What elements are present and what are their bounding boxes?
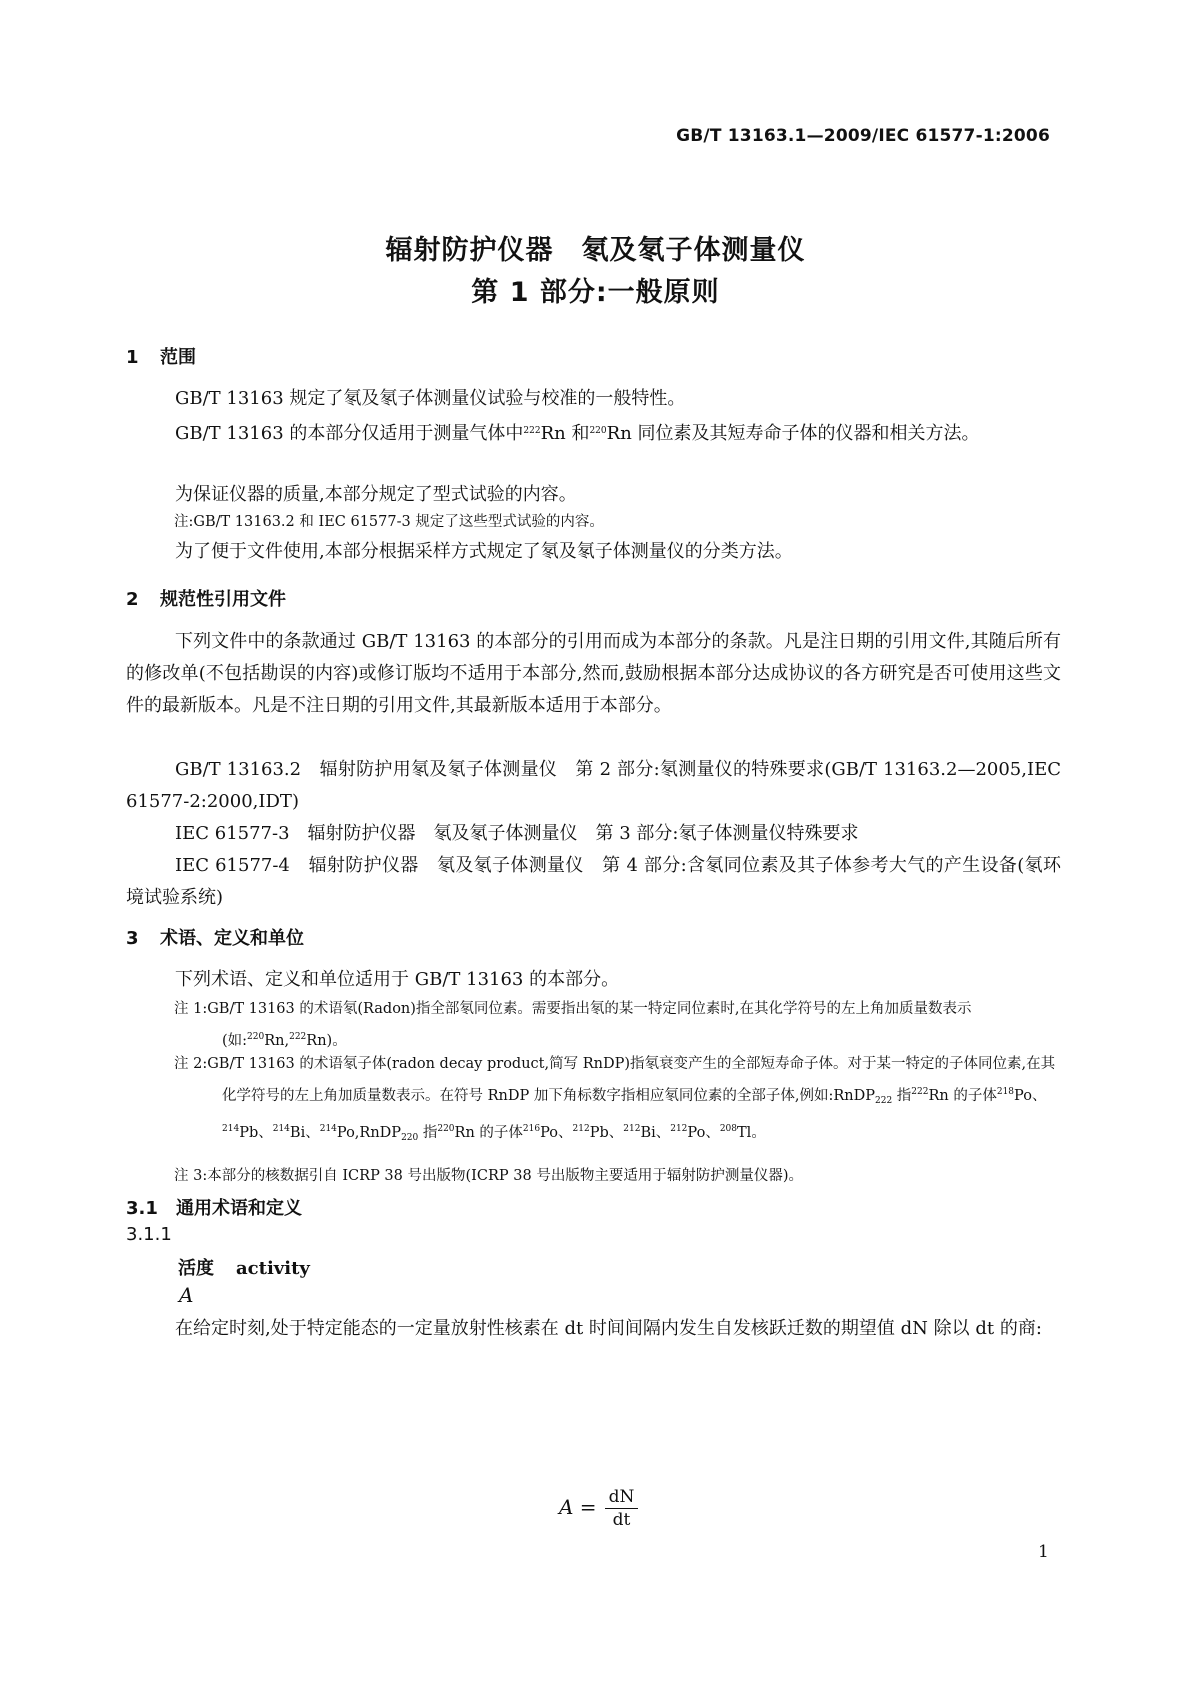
superscript: 222	[289, 1032, 307, 1042]
section-title: 范围	[160, 347, 196, 368]
superscript: 216	[522, 1124, 541, 1134]
section-title: 术语、定义和单位	[160, 928, 304, 949]
subsection-number: 3.1	[126, 1198, 158, 1219]
text-span: Rn,	[264, 1033, 290, 1049]
term-entry	[178, 1254, 310, 1280]
superscript: 212	[572, 1124, 590, 1134]
activity-formula	[559, 1486, 638, 1531]
section-1-paragraph-1: GB/T 13163 规定了氡及氡子体测量仪试验与校准的一般特性。	[175, 388, 686, 409]
superscript: 214	[272, 1124, 290, 1134]
term-definition: 在给定时刻,处于特定能态的一定量放射性核素在 dt 时间间隔内发生自发核跃迁数的期望值 dN 除以 dt 的商:	[175, 1318, 1042, 1339]
reference-1: GB/T 13163.2 辐射防护用氡及氡子体测量仪 第 2 部分:氡测量仪的特殊要求(GB/T 13163.2—2005,IEC 61577-2:2000,IDT)	[126, 759, 1061, 812]
superscript: 212	[623, 1124, 641, 1134]
text-span: Pb、	[589, 1125, 624, 1141]
text-span: Rn)。	[306, 1033, 347, 1049]
section-1-paragraph-4: 为了便于文件使用,本部分根据采样方式规定了氡及氡子体测量仪的分类方法。	[175, 541, 793, 562]
text-span: Bi、	[640, 1125, 671, 1141]
subsection-3-1-1-number: 3.1.1	[126, 1224, 172, 1245]
section-number: 3	[126, 928, 139, 949]
section-1-paragraph-2	[126, 415, 1061, 450]
superscript: 218	[996, 1087, 1015, 1097]
section-1-note: 注:GB/T 13163.2 和 IEC 61577-3 规定了这些型式试验的内容。	[174, 514, 604, 530]
section-2-heading	[126, 585, 286, 611]
section-3-note-3: 注 3:本部分的核数据引自 ICRP 38 号出版物(ICRP 38 号出版物主要适用于辐射防护测量仪器)。	[174, 1168, 803, 1184]
text-span: Rn 的子体	[928, 1088, 997, 1104]
term-symbol: A	[179, 1283, 194, 1307]
formula-denominator: dt	[612, 1510, 631, 1530]
superscript: 212	[670, 1124, 688, 1134]
text-span: Pb、	[239, 1125, 273, 1141]
section-title: 规范性引用文件	[160, 589, 286, 610]
text-span: GB/T 13163 的本部分仅适用于测量气体中	[175, 423, 524, 444]
section-1-heading	[126, 343, 196, 369]
superscript: 222	[911, 1087, 929, 1097]
text-span: 注 2:GB/T 13163 的术语氡子体(radon decay product,简写 RnDP)指氡衰变产生的全部短寿命子体。对于某一特定的子体同位素,在其化学符号的左上角加质量数表示。在符号 RnDP 加下角标数字指相应氡同位素的全部子体,例如:RnDP	[174, 1056, 1056, 1104]
subscript: 220	[401, 1133, 419, 1143]
superscript: 220	[247, 1032, 265, 1042]
text-span: Po、	[1014, 1088, 1047, 1104]
section-3-note-1	[174, 995, 1061, 1055]
text-span: Tl。	[737, 1125, 766, 1141]
reference-3: IEC 61577-4 辐射防护仪器 氡及氡子体测量仪 第 4 部分:含氡同位素及其子体参考大气的产生设备(氡环境试验系统)	[126, 855, 1061, 908]
section-1-paragraph-3: 为保证仪器的质量,本部分规定了型式试验的内容。	[175, 484, 577, 505]
text-span: Rn 同位素及其短寿命子体的仪器和相关方法。	[606, 423, 980, 444]
text-span: 注 1:GB/T 13163 的术语氡(Radon)指全部氡同位素。需要指出氡的某一特定同位素时,在其化学符号的左上角加质量数表示(如:	[174, 1001, 972, 1049]
section-number: 2	[126, 589, 139, 610]
text-span: Rn 和	[540, 423, 590, 444]
text-span: Rn 的子体	[454, 1125, 523, 1141]
formula-lhs: A =	[559, 1495, 597, 1519]
title-line-1: 辐射防护仪器 氡及氡子体测量仪	[385, 235, 806, 266]
standard-code: GB/T 13163.1—2009/IEC 61577-1:2006	[676, 126, 1050, 146]
superscript: 222	[523, 426, 541, 436]
superscript: 220	[589, 426, 607, 436]
term-english: activity	[236, 1258, 310, 1279]
section-3-heading	[126, 924, 304, 950]
text-span: 指	[418, 1125, 438, 1141]
superscript: 208	[719, 1124, 738, 1134]
subscript: 222	[875, 1096, 893, 1106]
section-2-paragraph-1: 下列文件中的条款通过 GB/T 13163 的本部分的引用而成为本部分的条款。凡是注日期的引用文件,其随后所有的修改单(不包括勘误的内容)或修订版均不适用于本部分,然而,鼓励根据本部分达成协议的各方研究是否可使用这些文件的最新版本。凡是不注日期的引用文件,其最新版本适用于本部分。	[126, 631, 1061, 716]
text-span: Po,RnDP	[336, 1125, 402, 1141]
text-span: Po、	[687, 1125, 720, 1141]
subsection-3-1-heading	[126, 1194, 302, 1220]
superscript: 214	[222, 1124, 240, 1134]
superscript: 220	[437, 1124, 455, 1134]
section-3-paragraph-1: 下列术语、定义和单位适用于 GB/T 13163 的本部分。	[175, 969, 620, 990]
page-number: 1	[1038, 1542, 1049, 1562]
reference-2: IEC 61577-3 辐射防护仪器 氡及氡子体测量仪 第 3 部分:氡子体测量仪特殊要求	[175, 823, 859, 844]
text-span: Po、	[540, 1125, 573, 1141]
formula-fraction	[605, 1486, 639, 1531]
section-3-note-2	[174, 1050, 1061, 1152]
title-line-2: 第 1 部分:一般原则	[471, 277, 720, 308]
text-span: 指	[892, 1088, 912, 1104]
superscript: 214	[319, 1124, 337, 1134]
subsection-title: 通用术语和定义	[176, 1198, 302, 1219]
section-number: 1	[126, 347, 139, 368]
term-chinese: 活度	[178, 1258, 214, 1279]
text-span: Bi、	[289, 1125, 320, 1141]
formula-numerator: dN	[605, 1486, 639, 1509]
